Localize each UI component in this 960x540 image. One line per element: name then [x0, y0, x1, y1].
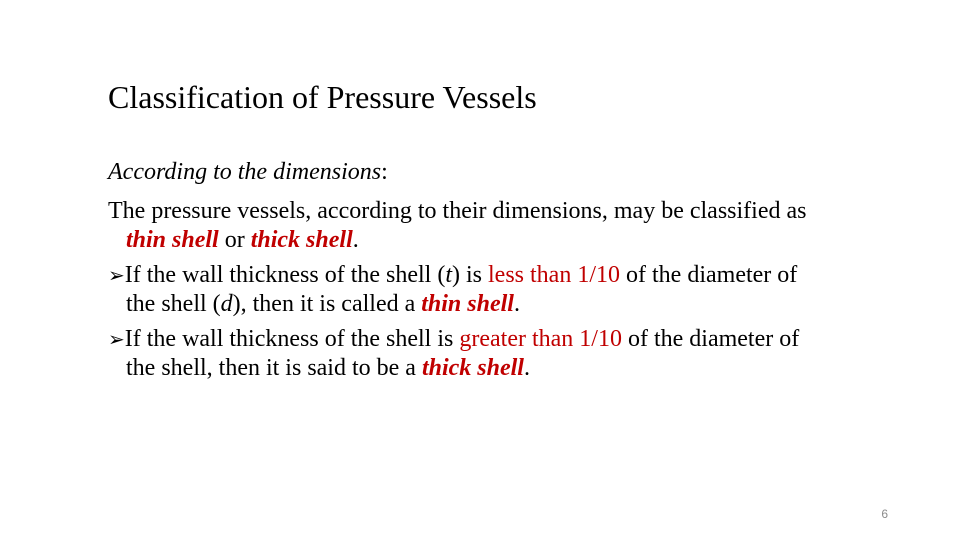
bullet2-condition: greater than 1/10 [459, 326, 622, 352]
bullet2-term: thick shell [421, 355, 524, 381]
bullet1-var-t: t [445, 262, 453, 288]
intro-term-thick-shell: thick shell [250, 227, 353, 253]
intro-text-1: The pressure vessels, according to their dimensions, may be classified as [108, 198, 807, 224]
slide-title: Classification of Pressure Vessels [108, 79, 537, 115]
bullet1-text-4: ), then it is called a [232, 291, 422, 317]
intro-term-thin-shell: thin shell [126, 227, 219, 253]
bullet1-condition: less than 1/10 [488, 262, 621, 288]
bullet-thick-shell [108, 325, 808, 383]
intro-text-3: . [352, 227, 359, 253]
bullet2-text-2: of the diameter of the shell, then it is said to be a [126, 326, 800, 381]
bullet1-text-3: of the diameter of the shell ( [126, 262, 798, 317]
bullet1-var-d: d [220, 291, 233, 317]
bullet1-text-5: . [513, 291, 520, 317]
bullet1-term: thin shell [421, 291, 514, 317]
heading-colon: : [381, 159, 388, 185]
slide-number: 6 [881, 507, 888, 521]
arrow-bullet-icon: ➢ [108, 263, 125, 287]
bullet2-text-1: If the wall thickness of the shell is [124, 326, 460, 352]
heading-text: According to the dimensions [108, 159, 382, 185]
arrow-bullet-icon: ➢ [108, 327, 125, 351]
slide-body [108, 158, 808, 389]
intro-paragraph [108, 197, 808, 255]
bullet-thin-shell [108, 261, 808, 319]
section-heading [108, 158, 808, 187]
bullet1-text-1: If the wall thickness of the shell ( [124, 262, 446, 288]
bullet1-text-2: ) is [452, 262, 489, 288]
bullet2-text-3: . [523, 355, 530, 381]
intro-text-2: or [218, 227, 251, 253]
